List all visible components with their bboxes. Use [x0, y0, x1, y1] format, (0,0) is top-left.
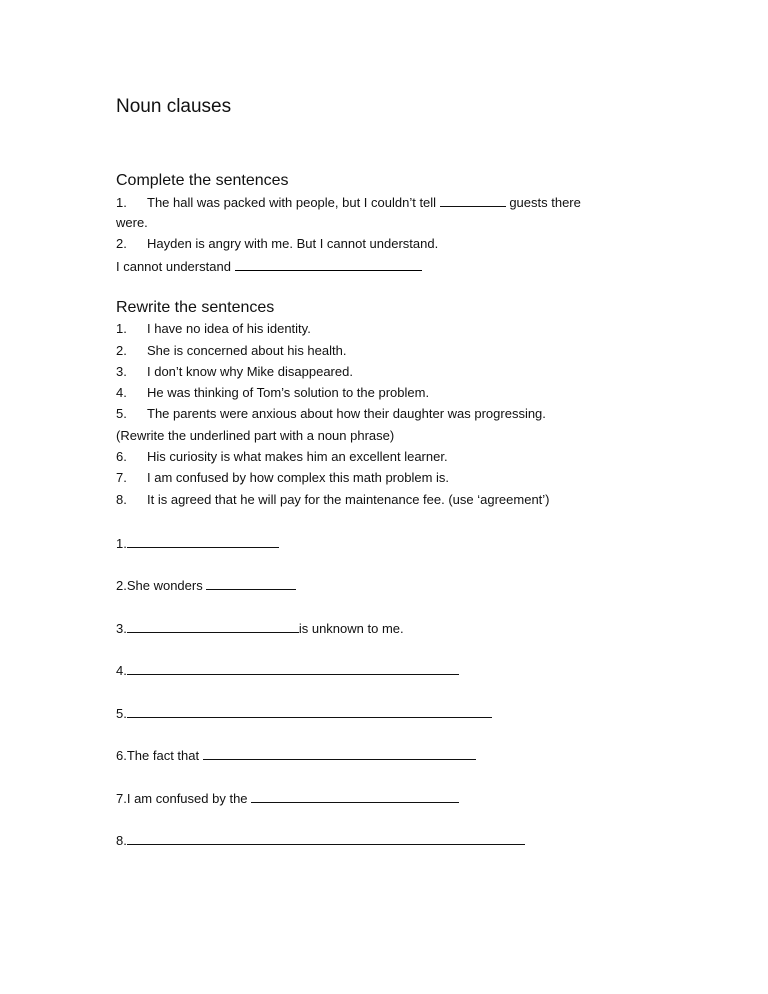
item-text: The parents were anxious about how their daughter was progressing.: [147, 406, 546, 421]
rewrite-item-7: [116, 470, 449, 486]
answer-blank[interactable]: [127, 662, 459, 675]
item-number: 2.: [116, 343, 127, 358]
item-text: I am confused by how complex this math problem is.: [147, 470, 450, 485]
rewrite-item-4: [116, 385, 429, 401]
item-number: 3.: [116, 364, 127, 379]
item-number: 1.: [116, 321, 127, 336]
item-number: 5.: [116, 406, 127, 421]
answer-line-1: [116, 535, 279, 552]
complete-question-1-cont: were.: [116, 215, 148, 230]
answer-blank[interactable]: [206, 577, 296, 590]
answer-line-6: [116, 747, 476, 764]
item-text: I don’t know why Mike disappeared.: [147, 364, 353, 379]
rewrite-item-2: [116, 343, 346, 359]
answer-prefix: 4.: [116, 663, 127, 678]
question-number: 2.: [116, 236, 127, 251]
rewrite-item-3: [116, 364, 353, 380]
page-title: Noun clauses: [116, 96, 232, 117]
item-text: She is concerned about his health.: [147, 343, 347, 358]
answer-blank[interactable]: [235, 258, 422, 271]
section-heading-rewrite: Rewrite the sentences: [116, 299, 275, 316]
answer-line-7: [116, 790, 459, 807]
answer-blank[interactable]: [127, 535, 279, 548]
item-text: He was thinking of Tom’s solution to the problem.: [147, 385, 430, 400]
answer-prefix: 5.: [116, 706, 127, 721]
question-text-after: guests there: [509, 195, 581, 210]
answer-prefix: I cannot understand: [116, 259, 231, 274]
question-text: Hayden is angry with me. But I cannot understand.: [147, 236, 439, 251]
rewrite-note: (Rewrite the underlined part with a noun phrase): [116, 428, 395, 443]
answer-prefix: 3.: [116, 621, 127, 636]
answer-blank[interactable]: [440, 194, 506, 207]
item-text: It is agreed that he will pay for the maintenance fee. (use ‘agreement’): [147, 492, 550, 507]
item-text: I have no idea of his identity.: [147, 321, 311, 336]
complete-answer-2: [116, 258, 422, 275]
answer-line-5: [116, 705, 492, 722]
rewrite-item-6: [116, 449, 448, 465]
answer-line-8: [116, 832, 525, 849]
answer-line-4: [116, 662, 459, 679]
answer-prefix: 7.I am confused by the: [116, 791, 248, 806]
item-number: 4.: [116, 385, 127, 400]
rewrite-item-8: [116, 492, 550, 508]
complete-question-2: [116, 236, 438, 252]
answer-line-2: [116, 577, 296, 594]
rewrite-item-5: [116, 406, 546, 422]
question-text: The hall was packed with people, but I couldn’t tell: [147, 195, 437, 210]
answer-blank[interactable]: [251, 790, 459, 803]
answer-blank[interactable]: [127, 832, 525, 845]
answer-blank[interactable]: [127, 705, 492, 718]
item-number: 8.: [116, 492, 127, 507]
rewrite-item-1: [116, 321, 311, 337]
question-number: 1.: [116, 195, 127, 210]
answer-suffix: is unknown to me.: [298, 621, 404, 636]
section-heading-complete: Complete the sentences: [116, 172, 289, 189]
answer-blank[interactable]: [127, 620, 299, 633]
answer-blank[interactable]: [203, 747, 476, 760]
answer-prefix: 8.: [116, 833, 127, 848]
answer-line-3: [116, 620, 404, 637]
answer-prefix: 1.: [116, 536, 127, 551]
answer-prefix: 6.The fact that: [116, 748, 200, 763]
item-text: His curiosity is what makes him an excellent learner.: [147, 449, 448, 464]
complete-question-1: [116, 194, 581, 211]
answer-prefix: 2.She wonders: [116, 578, 203, 593]
item-number: 6.: [116, 449, 127, 464]
item-number: 7.: [116, 470, 127, 485]
